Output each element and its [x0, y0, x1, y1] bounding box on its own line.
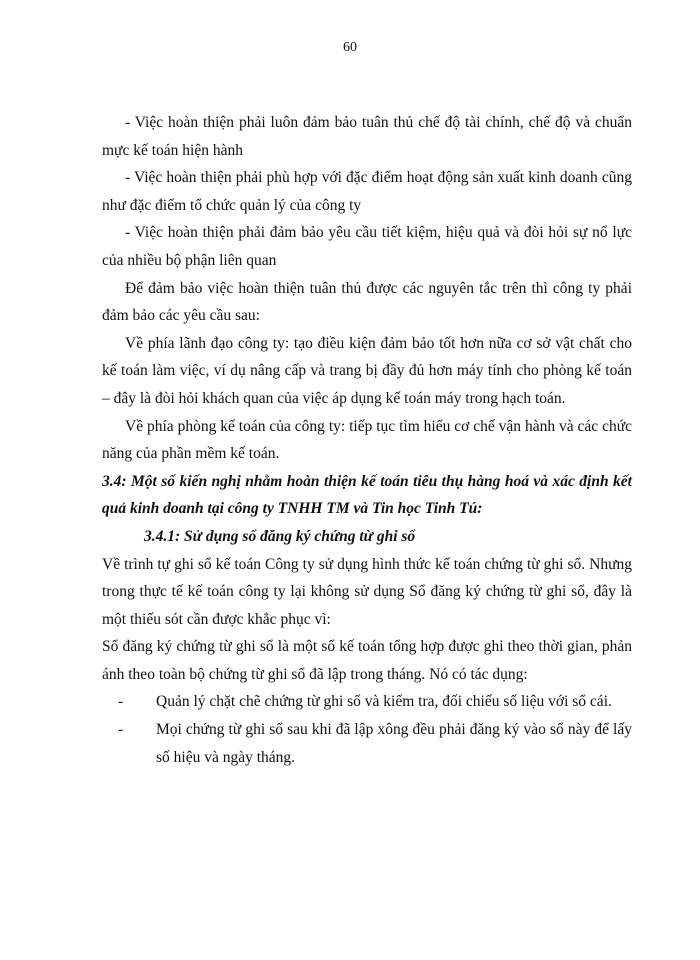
paragraph-requirement-2: - Việc hoàn thiện phải phù hợp với đặc điểm hoạt động sản xuất kinh doanh cũng như đặc điểm tổ chức quản lý của công ty: [102, 169, 632, 214]
paragraph-accounting-dept-side: Về phía phòng kế toán của công ty: tiếp tục tìm hiểu cơ chế vận hành và các chức năng của phần mềm kế toán.: [102, 417, 632, 463]
paragraph-conditions-intro: Để đảm bảo việc hoàn thiện tuân thủ được các nguyên tắc trên thì công ty phải đảm bảo các yêu cầu sau:: [102, 279, 632, 325]
paragraph-management-side: Về phía lãnh đạo công ty: tạo điều kiện đảm bảo tốt hơn nữa cơ sở vật chất cho kế toán làm việc, ví dụ nâng cấp và trang bị đầy đủ hơn máy tính cho phòng kế toán – đây là đòi hỏi khách quan của việc áp dụng kế toán máy trong hạch toán.: [102, 334, 632, 407]
paragraph-requirement-3: - Việc hoàn thiện phải đảm bảo yêu cầu tiết kiệm, hiệu quả và đòi hỏi sự nổ lực của nhiều bộ phận liên quan: [102, 224, 632, 269]
list-item: [102, 716, 632, 771]
paragraph-requirement-1: - Việc hoàn thiện phải luôn đảm bảo tuân thủ chế độ tài chính, chế độ và chuẩn mực kế toán hiện hành: [102, 114, 632, 159]
subsection-heading: 3.4.1: Sử dụng sổ đăng ký chứng từ ghi sổ: [144, 527, 416, 545]
list-item: [102, 688, 632, 716]
body-paragraph: Sổ đăng ký chứng từ ghi sổ là một sổ kế toán tổng hợp được ghi theo thời gian, phản ánh theo toàn bộ chứng từ ghi sổ đã lập trong tháng. Nó có tác dụng:: [102, 638, 632, 683]
document-body: [102, 109, 632, 771]
section-heading: 3.4: Một số kiến nghị nhằm hoàn thiện kế toán tiêu thụ hàng hoá và xác định kết quả kinh doanh tại công ty TNHH TM và Tin học Tinh Tú:: [102, 472, 632, 518]
list-item-text: Quản lý chặt chẽ chứng từ ghi sổ và kiểm tra, đối chiếu số liệu với sổ cái.: [156, 693, 612, 711]
bullet-marker: -: [118, 693, 124, 711]
page-number: 60: [343, 40, 357, 55]
body-paragraph: Về trình tự ghi sổ kế toán Công ty sử dụng hình thức kế toán chứng từ ghi sổ. Nhưng trong thực tế kế toán công ty lại không sử dụng Sổ đăng ký chứng từ ghi sổ, đây là một thiếu sót cần được khắc phục vì:: [102, 555, 632, 628]
bullet-marker: -: [118, 721, 124, 739]
list-item-text: Mọi chứng từ ghi sổ sau khi đã lập xông đều phải đăng ký vào sổ này để lấy số hiệu và ngày tháng.: [156, 721, 632, 766]
